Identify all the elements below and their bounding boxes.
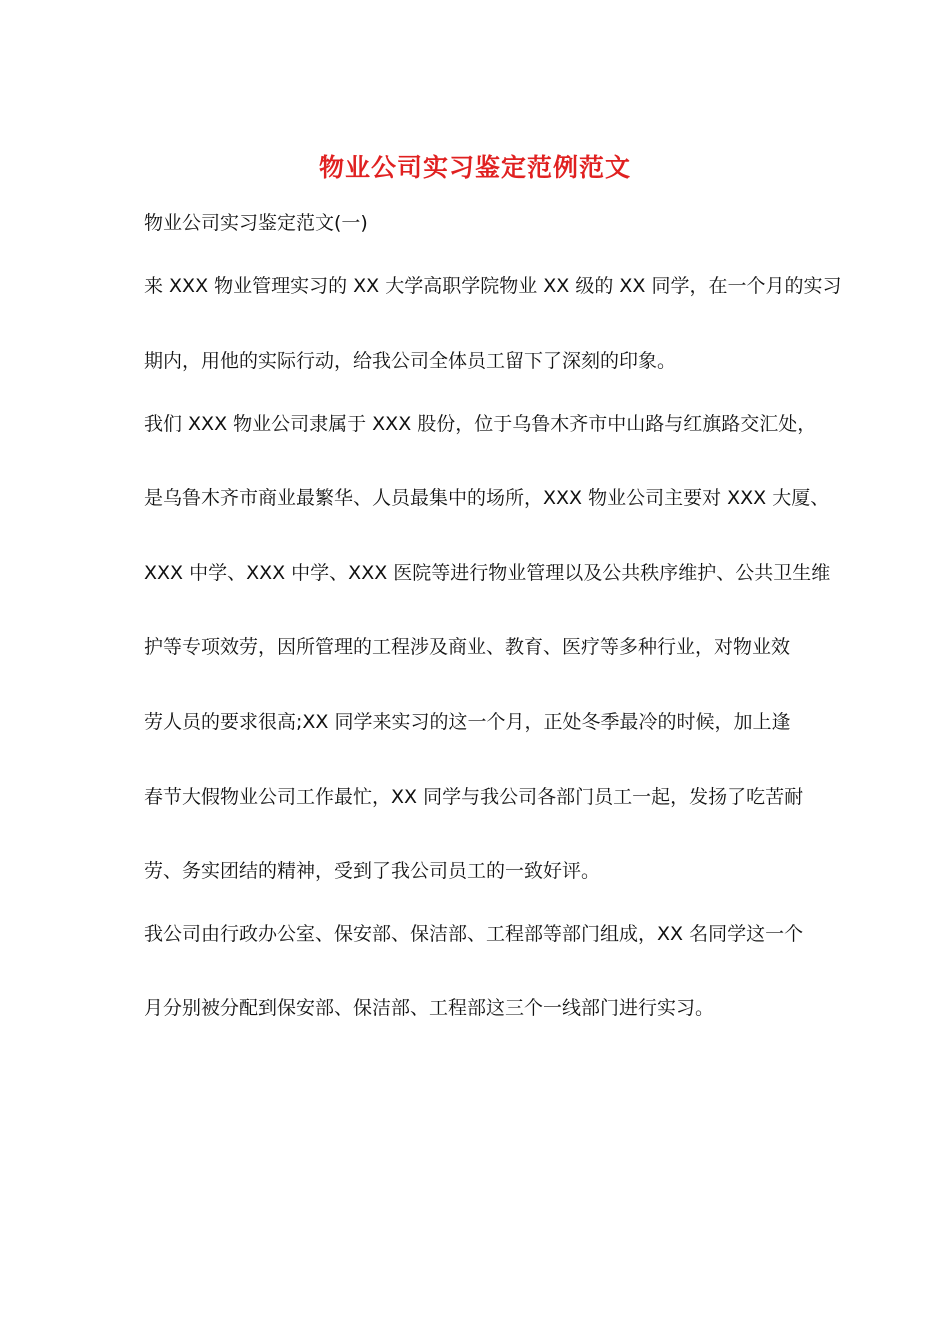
paragraph-2-line-2: 是乌鲁木齐市商业最繁华、人员最集中的场所，XXX 物业公司主要对 XXX 大厦、 xyxy=(144,487,830,509)
paragraph-1-line-1: 来 XXX 物业管理实习的 XX 大学高职学院物业 XX 级的 XX 同学，在一个月的实习 xyxy=(144,275,842,297)
paragraph-3-line-2: 月分别被分配到保安部、保洁部、工程部这三个一线部门进行实习。 xyxy=(144,997,715,1019)
paragraph-3-line-1: 我公司由行政办公室、保安部、保洁部、工程部等部门组成，XX 名同学这一个 xyxy=(144,923,804,945)
document-subtitle: 物业公司实习鉴定范文(一) xyxy=(144,212,368,234)
paragraph-2-line-3: XXX 中学、XXX 中学、XXX 医院等进行物业管理以及公共秩序维护、公共卫生维 xyxy=(144,562,831,584)
paragraph-2-line-4: 护等专项效劳，因所管理的工程涉及商业、教育、医疗等多种行业，对物业效 xyxy=(144,636,791,658)
paragraph-2-line-1: 我们 XXX 物业公司隶属于 XXX 股份，位于乌鲁木齐市中山路与红旗路交汇处， xyxy=(144,413,817,435)
document-title: 物业公司实习鉴定范例范文 xyxy=(318,153,631,182)
paragraph-2-line-7: 劳、务实团结的精神，受到了我公司员工的一致好评。 xyxy=(144,860,601,882)
paragraph-1-line-2: 期内，用他的实际行动，给我公司全体员工留下了深刻的印象。 xyxy=(144,350,677,372)
paragraph-2-line-5: 劳人员的要求很高;XX 同学来实习的这一个月，正处冬季最冷的时候，加上逢 xyxy=(144,711,791,733)
paragraph-2-line-6: 春节大假物业公司工作最忙，XX 同学与我公司各部门员工一起，发扬了吃苦耐 xyxy=(144,786,804,808)
